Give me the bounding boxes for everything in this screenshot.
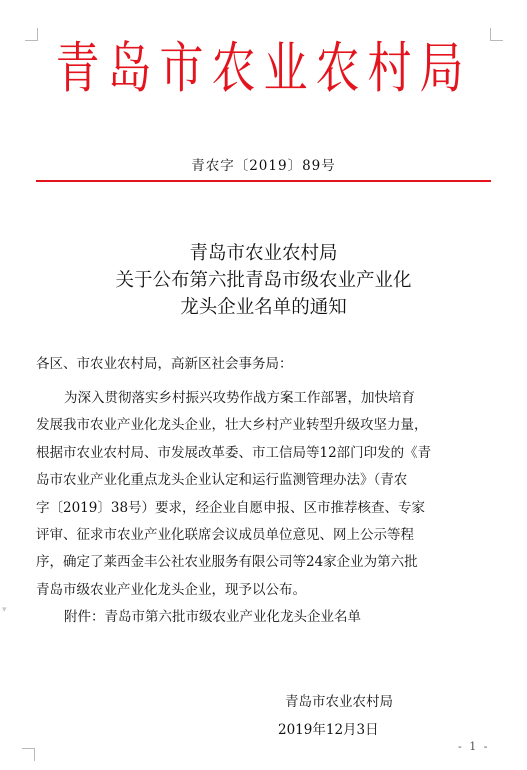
title-line-2: 关于公布第六批青岛市级农业产业化 xyxy=(115,270,412,291)
attachment-line: 附件：青岛市第六批市级农业产业化龙头企业名单 xyxy=(64,609,361,626)
page-number: - 1 - xyxy=(458,740,490,753)
document-number: 青农字〔2019〕89号 xyxy=(191,158,336,174)
crop-mark-top-left xyxy=(25,28,38,41)
body-line-3: 根据市农业农村局、市发展改革委、市工信局等12部门印发的《青 xyxy=(36,444,432,461)
body-line-7: 序，确定了莱西金丰公社农业服务有限公司等24家企业为第六批 xyxy=(36,554,418,571)
organization-header: 青岛市农业农村局 xyxy=(55,37,472,101)
body-line-5: 字〔2019〕38号）要求，经企业自愿申报、区市推荐核查、专家 xyxy=(36,499,426,516)
title-line-1: 青岛市农业农村局 xyxy=(189,243,338,264)
body-line-2: 发展我市农业产业化龙头企业，壮大乡村产业转型升级攻坚力量， xyxy=(36,417,428,434)
body-line-6: 评审、征求市农业产业化联席会议成员单位意见、网上公示等程 xyxy=(36,527,414,544)
salutation: 各区、市农业农村局，高新区社会事务局： xyxy=(36,356,293,372)
issue-date: 2019年12月3日 xyxy=(278,722,379,738)
title-line-3: 龙头企业名单的通知 xyxy=(180,297,347,318)
signature-organization: 青岛市农业农村局 xyxy=(285,694,393,710)
crop-mark-bottom-left xyxy=(22,748,35,761)
red-divider-line xyxy=(36,180,491,182)
body-paragraph xyxy=(36,385,496,632)
body-line-4: 岛市农业产业化重点龙头企业认定和运行监测管理办法》（青农 xyxy=(36,472,408,489)
margin-marker-icon: ▾ xyxy=(2,605,7,615)
body-line-8: 青岛市级农业产业化龙头企业，现予以公布。 xyxy=(36,581,306,598)
crop-mark-top-right xyxy=(490,28,503,41)
document-title xyxy=(0,240,527,321)
body-line-1: 为深入贯彻落实乡村振兴攻势作战方案工作部署，加快培育 xyxy=(64,390,415,406)
